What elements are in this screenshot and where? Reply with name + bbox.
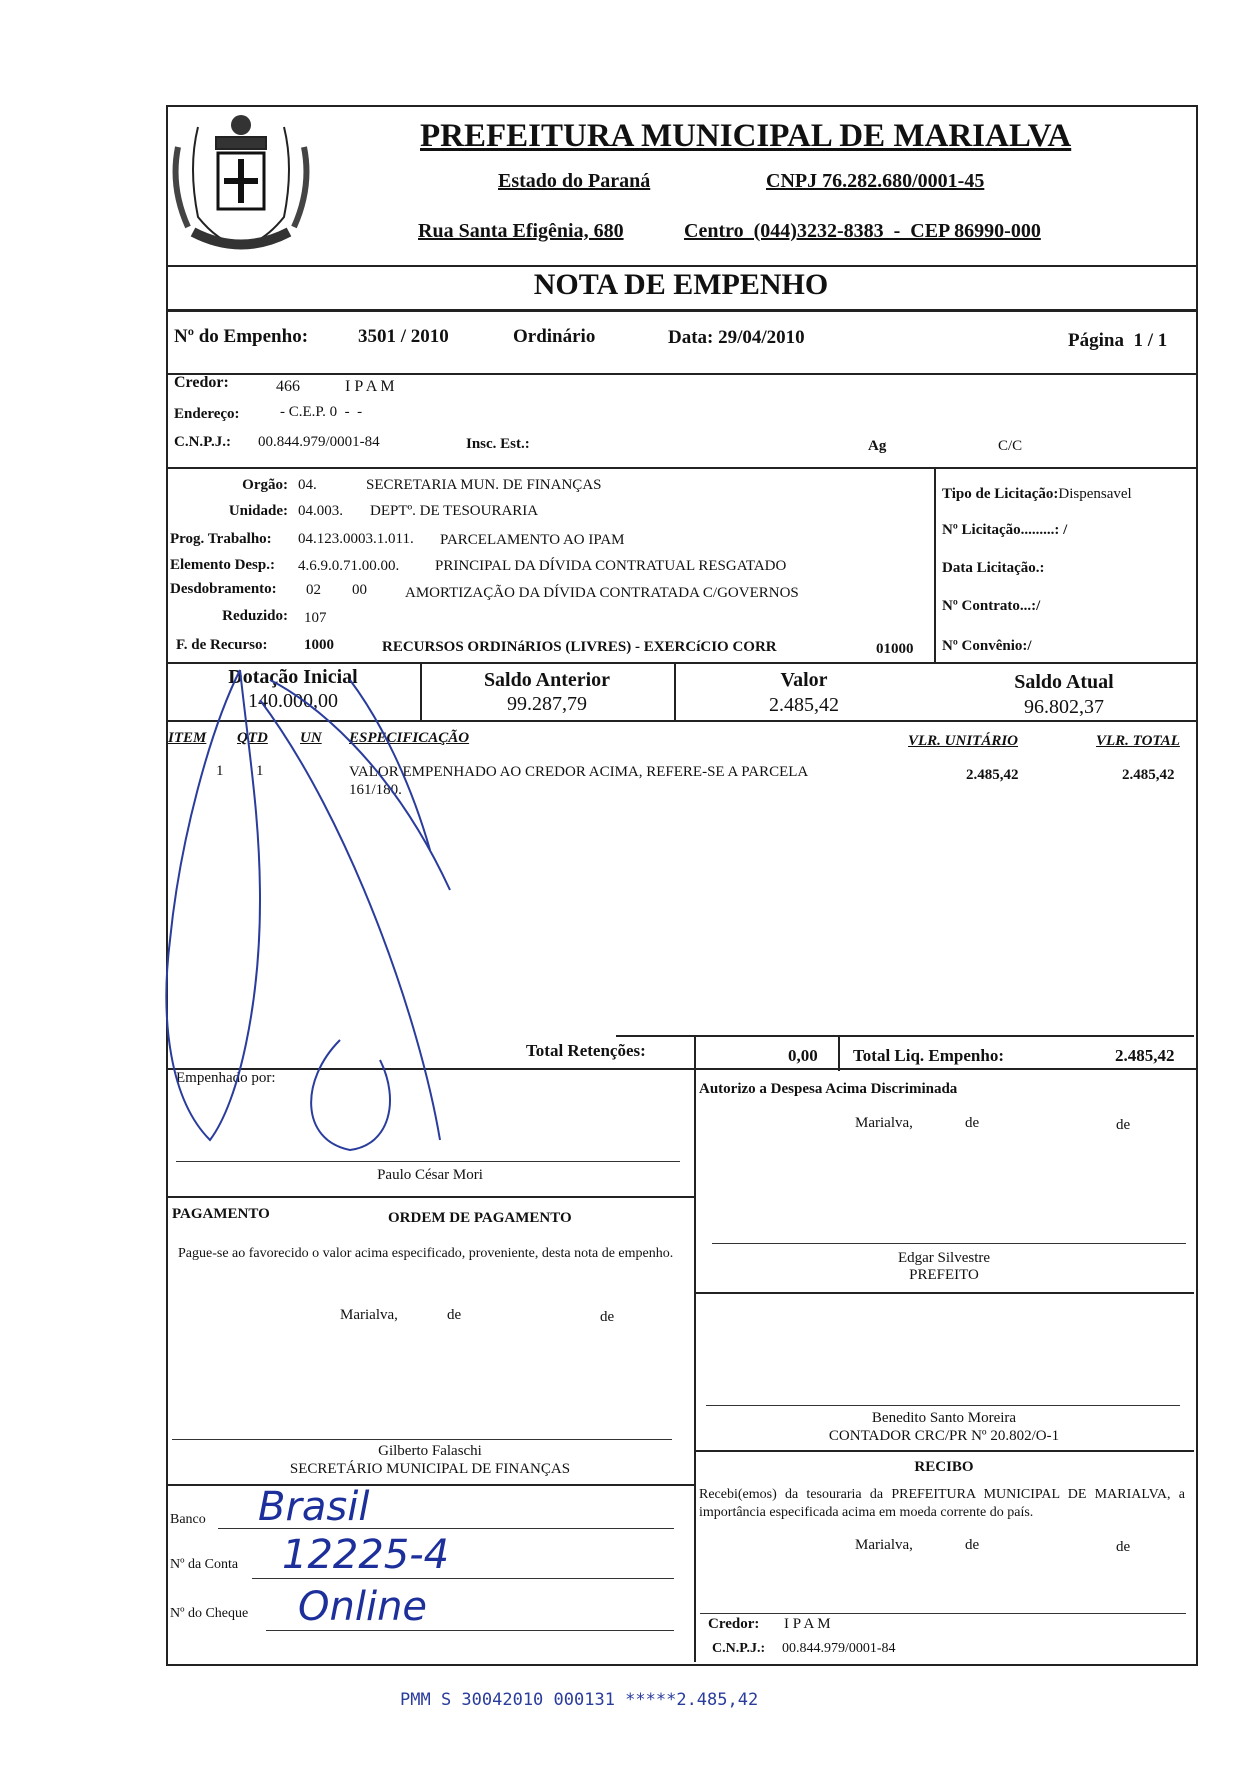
address-label: Endereço:: [174, 406, 240, 422]
row-item: 1: [216, 763, 224, 779]
prog-desc: PARCELAMENTO AO IPAM: [440, 532, 625, 548]
row-especificacao-line1: VALOR EMPENHADO AO CREDOR ACIMA, REFERE-SE A PARCELA: [349, 764, 809, 780]
col-header-un: UN: [300, 730, 322, 746]
row-qtd: 1: [256, 763, 264, 779]
reduzido-code: 107: [304, 610, 327, 626]
state-name: Estado do Paraná: [498, 170, 651, 192]
print-stamp: PMM S 30042010 000131 *****2.485,42: [400, 1690, 759, 1710]
prefeitura-contact: Centro (044)3232-8383 - CEP 86990-000: [684, 220, 1041, 242]
prog-code: 04.123.0003.1.011.: [298, 531, 414, 547]
cheque-handwritten-value: Online: [298, 1584, 428, 1630]
page-title: PREFEITURA MUNICIPAL DE MARIALVA: [420, 118, 1072, 154]
signature-scribble: [150, 640, 630, 1160]
recurso-number: 01000: [876, 641, 914, 657]
recurso-code: 1000: [304, 637, 334, 653]
agency-label: Ag: [868, 438, 887, 454]
credor-label: Credor:: [174, 374, 229, 391]
retencoes-value: 0,00: [788, 1046, 818, 1065]
dotacao-value: 140.000,00: [248, 690, 338, 712]
autorizo-de-2: de: [1116, 1117, 1131, 1133]
recibo-credor-label: Credor:: [708, 1616, 760, 1632]
desdobramento-code-1: 02: [306, 582, 321, 598]
document-title: NOTA DE EMPENHO: [533, 268, 829, 301]
tipo-licitacao-value: Dispensavel: [1058, 486, 1132, 502]
licitacao-number: Nº Licitação.........: /: [942, 522, 1068, 538]
col-header-unit-value: VLR. UNITÁRIO: [908, 733, 1019, 749]
ordem-pagamento-title: ORDEM DE PAGAMENTO: [388, 1210, 572, 1226]
prefeito-role: PREFEITO: [909, 1267, 979, 1283]
pagamento-de-2: de: [600, 1309, 615, 1325]
desdobramento-label: Desdobramento:: [170, 581, 277, 597]
retencoes-label: Total Retenções:: [526, 1041, 646, 1060]
contador-role: CONTADOR CRC/PR Nº 20.802/O-1: [828, 1428, 1060, 1444]
banco-label: Banco: [170, 1512, 206, 1527]
saldo-anterior-value: 99.287,79: [507, 693, 587, 715]
pagamento-label: PAGAMENTO: [172, 1206, 270, 1222]
saldo-atual-label: Saldo Atual: [1014, 671, 1114, 693]
secretario-role: SECRETÁRIO MUNICIPAL DE FINANÇAS: [289, 1461, 571, 1477]
recurso-desc: RECURSOS ORDINáRIOS (LIVRES) - EXERCíCIO CORR: [382, 639, 777, 655]
recibo-city: Marialva,: [855, 1537, 913, 1553]
recibo-de-1: de: [965, 1537, 980, 1553]
secretario-name: Gilberto Falaschi: [378, 1443, 482, 1459]
empenho-type: Ordinário: [513, 326, 596, 347]
credor-cnpj: 00.844.979/0001-84: [258, 434, 380, 450]
unidade-code: 04.003.: [298, 503, 343, 519]
recibo-title: RECIBO: [914, 1459, 974, 1475]
total-liquido-value: 2.485,42: [1115, 1046, 1175, 1065]
total-liquido-label: Total Liq. Empenho:: [853, 1046, 1004, 1065]
conta-label: Nº da Conta: [170, 1557, 239, 1572]
desdobramento-desc: AMORTIZAÇÃO DA DÍVIDA CONTRATADA C/GOVERNOS: [405, 585, 799, 601]
empenhado-signer: Paulo César Mori: [377, 1167, 483, 1183]
prog-label: Prog. Trabalho:: [170, 531, 272, 547]
pagamento-de-1: de: [447, 1307, 462, 1323]
empenho-date: Data: 29/04/2010: [668, 327, 805, 348]
contador-name: Benedito Santo Moreira: [871, 1410, 1017, 1426]
saldo-anterior-label: Saldo Anterior: [483, 669, 611, 691]
recibo-cnpj-label: C.N.P.J.:: [712, 1641, 766, 1656]
cheque-label: Nº do Cheque: [170, 1606, 249, 1621]
recibo-text: Recebi(emos) da tesouraria da PREFEITURA MUNICIPAL DE MARIALVA, a importância especificada acima em moeda corrente do país.: [699, 1487, 1185, 1520]
orgao-code: 04.: [298, 477, 317, 493]
contract-number: Nº Contrato...:/: [942, 598, 1041, 614]
tipo-licitacao: [942, 486, 1132, 503]
account-label: C/C: [998, 438, 1023, 454]
row-total-value: 2.485,42: [1122, 767, 1175, 783]
tipo-licitacao-label: Tipo de Licitação:: [942, 486, 1059, 502]
unidade-desc: DEPTº. DE TESOURARIA: [370, 503, 539, 519]
page-number: Página 1 / 1: [1068, 330, 1168, 351]
conta-handwritten-value: 12225-4: [282, 1532, 450, 1578]
credor-address: - C.E.P. 0 - -: [280, 404, 363, 420]
saldo-atual-value: 96.802,37: [1024, 696, 1104, 718]
dotacao-label: Dotação Inicial: [228, 666, 358, 688]
banco-handwritten-value: Brasil: [258, 1484, 370, 1530]
recibo-de-2: de: [1116, 1539, 1131, 1555]
valor-value: 2.485,42: [769, 694, 839, 716]
elemento-desc: PRINCIPAL DA DÍVIDA CONTRATUAL RESGATADO: [435, 558, 787, 574]
credor-cnpj-label: C.N.P.J.:: [174, 434, 231, 450]
credor-code: 466: [276, 378, 300, 395]
recurso-label: F. de Recurso:: [176, 637, 268, 653]
prefeitura-address: Rua Santa Efigênia, 680: [418, 220, 624, 242]
pagamento-text: Pague-se ao favorecido o valor acima especificado, proveniente, desta nota de empenho.: [178, 1246, 674, 1261]
valor-label: Valor: [780, 669, 828, 691]
autorizo-de-1: de: [965, 1115, 980, 1131]
recibo-credor-value: I P A M: [784, 1616, 831, 1632]
autorizo-title: Autorizo a Despesa Acima Discriminada: [699, 1081, 958, 1097]
convenio-number: Nº Convênio:/: [942, 638, 1032, 654]
empenho-number-label: Nº do Empenho:: [174, 326, 309, 347]
empenhado-label: Empenhado por:: [176, 1070, 276, 1086]
unidade-label: Unidade:: [228, 503, 288, 519]
licitacao-date: Data Licitação.:: [942, 560, 1045, 576]
desdobramento-code-2: 00: [352, 582, 367, 598]
prefeito-name: Edgar Silvestre: [897, 1250, 991, 1266]
prefeitura-cnpj: CNPJ 76.282.680/0001-45: [766, 170, 985, 192]
recibo-cnpj-value: 00.844.979/0001-84: [782, 1641, 896, 1656]
insc-est-label: Insc. Est.:: [466, 436, 530, 452]
col-header-total-value: VLR. TOTAL: [1096, 733, 1180, 749]
orgao-desc: SECRETARIA MUN. DE FINANÇAS: [366, 477, 602, 493]
row-unit-value: 2.485,42: [966, 767, 1019, 783]
elemento-code: 4.6.9.0.71.00.00.: [298, 558, 400, 574]
orgao-label: Orgão:: [242, 477, 288, 493]
autorizo-city: Marialva,: [855, 1115, 913, 1131]
col-header-item: ITEM: [168, 730, 207, 746]
row-especificacao-line2: 161/180.: [349, 782, 402, 798]
empenho-number: 3501 / 2010: [358, 326, 449, 347]
col-header-qtd: QTD: [237, 730, 268, 746]
credor-name: I P A M: [345, 378, 395, 395]
reduzido-label: Reduzido:: [222, 608, 288, 624]
elemento-label: Elemento Desp.:: [170, 557, 275, 573]
pagamento-city: Marialva,: [340, 1307, 398, 1323]
col-header-especificacao: ESPECIFICAÇÃO: [349, 730, 470, 746]
